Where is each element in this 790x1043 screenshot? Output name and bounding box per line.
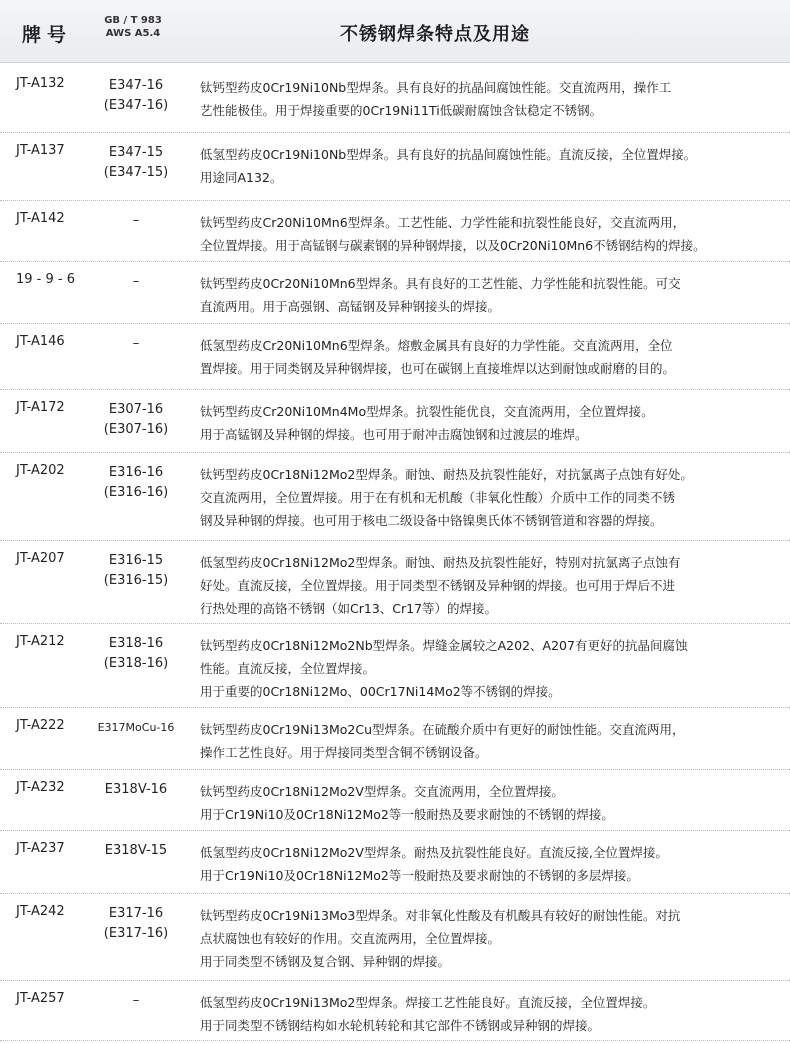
description-cell: [200, 991, 790, 1037]
grade-cell: JT-A242: [16, 904, 65, 919]
table-row: [0, 981, 790, 1041]
description-cell: [200, 211, 790, 257]
standard-line: (E307-16): [103, 422, 169, 437]
header-standard-aws: AWS A5.4: [105, 28, 161, 39]
grade-cell: JT-A132: [16, 76, 65, 91]
description-line: 用于同类型不锈钢及复合钢、异种钢的焊接。: [200, 954, 451, 969]
standard-line: E307-16: [108, 402, 164, 417]
standard-line: –: [132, 213, 140, 228]
description-cell: [200, 400, 790, 446]
standard-line: E318V-16: [104, 782, 168, 797]
table-row: [0, 831, 790, 894]
table-row: [0, 541, 790, 624]
description-line: 钛钙型药皮0Cr18Ni12Mo2型焊条。耐蚀、耐热及抗裂性能好，对抗氯离子点蚀有好处。: [200, 467, 693, 482]
description-line: 用于同类型不锈钢结构如水轮机转轮和其它部件不锈钢或异种钢的焊接。: [200, 1018, 601, 1033]
description-line: 低氢型药皮0Cr18Ni12Mo2型焊条。耐蚀、耐热及抗裂性能好，特别对抗氯离子点蚀有: [200, 555, 681, 570]
grade-cell: JT-A232: [16, 780, 65, 795]
grade-cell: JT-A207: [16, 551, 65, 566]
grade-cell: JT-A212: [16, 634, 65, 649]
table-header: [0, 0, 790, 63]
table-row: [0, 390, 790, 453]
description-line: 钛钙型药皮0Cr20Ni10Mn6型焊条。具有良好的工艺性能、力学性能和抗裂性能。可交: [200, 276, 681, 291]
description-line: 点状腐蚀也有较好的作用。交直流两用，全位置焊接。: [200, 931, 501, 946]
table-row: [0, 624, 790, 708]
table-row: [0, 66, 790, 133]
description-cell: [200, 76, 790, 122]
standard-cell: [96, 991, 176, 1011]
standard-cell: [96, 400, 176, 440]
header-features-title: 不锈钢焊条特点及用途: [340, 24, 530, 45]
grade-cell: JT-A142: [16, 211, 65, 226]
description-cell: [200, 904, 790, 973]
description-line: 性能。直流反接，全位置焊接。: [200, 661, 376, 676]
description-cell: [200, 334, 790, 380]
description-line: 用于Cr19Ni10及0Cr18Ni12Mo2等一般耐热及要求耐蚀的不锈钢的多层焊接。: [200, 868, 639, 883]
standard-cell: [96, 211, 176, 231]
description-cell: [200, 841, 790, 887]
description-line: 钛钙型药皮Cr20Ni10Mn4Mo型焊条。抗裂性能优良，交直流两用，全位置焊接。: [200, 404, 654, 419]
table-row: [0, 770, 790, 831]
standard-line: (E316-15): [103, 573, 169, 588]
description-line: 用于高锰钢及异种钢的焊接。也可用于耐冲击腐蚀钢和过渡层的堆焊。: [200, 427, 588, 442]
table-row: [0, 133, 790, 201]
standard-line: E347-16: [108, 78, 164, 93]
description-cell: [200, 272, 790, 318]
grade-cell: JT-A222: [16, 718, 65, 733]
description-line: 钛钙型药皮0Cr18Ni12Mo2Nb型焊条。焊缝金属较之A202、A207有更好的抗晶间腐蚀: [200, 638, 688, 653]
header-grade-label: 牌号: [22, 24, 73, 46]
header-standard-label: [100, 14, 166, 40]
description-line: 钢及异种钢的焊接。也可用于核电二级设备中铬镍奥氏体不锈钢管道和容器的焊接。: [200, 513, 663, 528]
description-line: 好处。直流反接，全位置焊接。用于同类型不锈钢及异种钢的焊接。也可用于焊后不进: [200, 578, 676, 593]
electrode-table: [0, 66, 790, 1041]
table-row: [0, 708, 790, 770]
standard-cell: [96, 904, 176, 944]
standard-line: –: [132, 993, 140, 1008]
table-row: [0, 201, 790, 262]
grade-cell: JT-A137: [16, 143, 65, 158]
standard-cell: [96, 841, 176, 861]
table-row: [0, 453, 790, 541]
description-line: 全位置焊接。用于高锰钢与碳素钢的异种钢焊接，以及0Cr20Ni10Mn6不锈钢结构的焊接。: [200, 238, 706, 253]
description-cell: [200, 143, 790, 189]
description-cell: [200, 463, 790, 532]
header-standard-gb: GB / T 983: [104, 15, 162, 26]
standard-cell: [96, 634, 176, 674]
description-line: 钛钙型药皮0Cr18Ni12Mo2V型焊条。交直流两用，全位置焊接。: [200, 784, 564, 799]
description-line: 低氢型药皮0Cr19Ni10Nb型焊条。具有良好的抗晶间腐蚀性能。直流反接，全位置焊接。: [200, 147, 697, 162]
standard-line: (E347-16): [103, 98, 169, 113]
description-line: 行热处理的高铬不锈钢（如Cr13、Cr17等）的焊接。: [200, 601, 498, 616]
standard-line: E317MoCu-16: [97, 721, 175, 734]
description-cell: [200, 634, 790, 703]
standard-cell: [96, 76, 176, 116]
description-line: 用于Cr19Ni10及0Cr18Ni12Mo2等一般耐热及要求耐蚀的不锈钢的焊接。: [200, 807, 614, 822]
grade-cell: JT-A146: [16, 334, 65, 349]
standard-cell: [96, 718, 176, 738]
standard-line: (E317-16): [103, 926, 169, 941]
standard-line: (E347-15): [103, 165, 169, 180]
description-line: 钛钙型药皮0Cr19Ni10Nb型焊条。具有良好的抗晶间腐蚀性能。交直流两用，操作工: [200, 80, 672, 95]
standard-cell: [96, 551, 176, 591]
standard-line: –: [132, 274, 140, 289]
standard-line: (E316-16): [103, 485, 169, 500]
description-line: 艺性能极佳。用于焊接重要的0Cr19Ni11Ti低碳耐腐蚀含钛稳定不锈钢。: [200, 103, 603, 118]
description-line: 钛钙型药皮0Cr19Ni13Mo3型焊条。对非氧化性酸及有机酸具有较好的耐蚀性能。对抗: [200, 908, 681, 923]
standard-line: E317-16: [108, 906, 164, 921]
standard-cell: [96, 463, 176, 503]
grade-cell: JT-A257: [16, 991, 65, 1006]
grade-cell: JT-A237: [16, 841, 65, 856]
description-line: 低氢型药皮0Cr19Ni13Mo2型焊条。焊接工艺性能良好。直流反接，全位置焊接。: [200, 995, 656, 1010]
description-cell: [200, 780, 790, 826]
standard-line: E318V-15: [104, 843, 168, 858]
description-line: 操作工艺性良好。用于焊接同类型含铜不锈钢设备。: [200, 745, 488, 760]
description-line: 直流两用。用于高强钢、高锰钢及异种钢接头的焊接。: [200, 299, 501, 314]
table-row: [0, 262, 790, 324]
standard-cell: [96, 143, 176, 183]
description-cell: [200, 718, 790, 764]
description-line: 交直流两用，全位置焊接。用于在有机和无机酸（非氧化性酸）介质中工作的同类不锈: [200, 490, 676, 505]
description-cell: [200, 551, 790, 620]
grade-cell: JT-A172: [16, 400, 65, 415]
description-line: 用于重要的0Cr18Ni12Mo、00Cr17Ni14Mo2等不锈钢的焊接。: [200, 684, 561, 699]
standard-cell: [96, 272, 176, 292]
description-line: 置焊接。用于同类钢及异种钢焊接，也可在碳钢上直接堆焊以达到耐蚀或耐磨的目的。: [200, 361, 676, 376]
standard-line: (E318-16): [103, 656, 169, 671]
table-row: [0, 324, 790, 390]
standard-line: E318-16: [108, 636, 164, 651]
standard-line: –: [132, 336, 140, 351]
standard-line: E316-16: [108, 465, 164, 480]
description-line: 钛钙型药皮0Cr19Ni13Mo2Cu型焊条。在硫酸介质中有更好的耐蚀性能。交直流两用，: [200, 722, 685, 737]
description-line: 钛钙型药皮Cr20Ni10Mn6型焊条。工艺性能、力学性能和抗裂性能良好，交直流两用，: [200, 215, 686, 230]
grade-cell: JT-A202: [16, 463, 65, 478]
description-line: 用途同A132。: [200, 170, 283, 185]
grade-cell: 19 - 9 - 6: [16, 272, 75, 287]
table-row: [0, 894, 790, 981]
description-line: 低氢型药皮Cr20Ni10Mn6型焊条。熔敷金属具有良好的力学性能。交直流两用，全位: [200, 338, 673, 353]
standard-line: E316-15: [108, 553, 164, 568]
description-line: 低氢型药皮0Cr18Ni12Mo2V型焊条。耐热及抗裂性能良好。直流反接,全位置焊接。: [200, 845, 668, 860]
standard-line: E347-15: [108, 145, 164, 160]
standard-cell: [96, 780, 176, 800]
standard-cell: [96, 334, 176, 354]
